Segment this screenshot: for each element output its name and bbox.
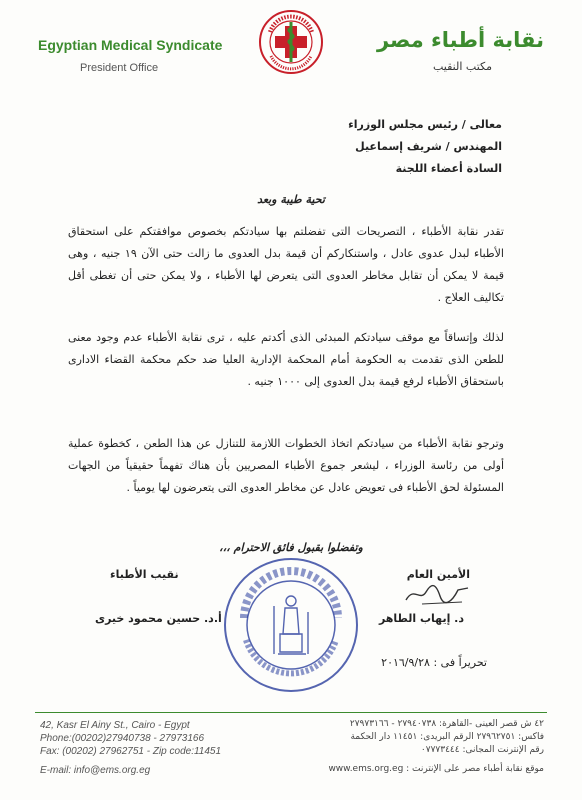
footer-divider	[35, 712, 547, 713]
secretary-general-title: الأمين العام	[406, 568, 470, 581]
arabic-org-name: نقابة أطباء مصر	[376, 28, 544, 52]
footer-phone: Phone:(00202)27940738 - 27973166	[40, 733, 205, 744]
footer-email: E-mail: info@ems.org.eg	[40, 765, 151, 776]
secretary-general-name: د. إيهاب الطاهر	[378, 612, 464, 625]
arabic-office-name: مكتب النقيب	[433, 60, 492, 73]
footer-address: 42, Kasr El Ainy St., Cairo - Egypt	[40, 720, 190, 731]
closing-line: وتفضلوا بقبول فائق الاحترام ،،،	[219, 541, 363, 554]
paragraph-2: لذلك وإتساقاً مع موقف سيادتكم المبدئى الذى أكدتم عليه ، ترى نقابة الأطباء عدم وجود معنى للطعن الذى تقدمت به الحكومة أمام المحكمة الإدارية العليا ضد حكم محكمة القضاء الادارى باستحقاق الأطباء لرفع قيمة بدل العدوى إلى ١٠٠٠ جنيه .	[68, 331, 504, 388]
english-office-name: President Office	[80, 62, 159, 74]
syndicate-head-title: نقيب الأطباء	[110, 568, 179, 581]
date-line: تحريراً فى : ٢٠١٦/٩/٢٨	[381, 656, 487, 669]
footer-fax: Fax: (00202) 27962751 - Zip code:11451	[40, 746, 222, 757]
paragraph-3: وترجو نقابة الأطباء من سيادتكم اتخاذ الخطوات اللازمة للتنازل عن هذا الطعن ، كخطوة عملية أولى من رئاسة الوزراء ، ليشعر جموع الأطباء المصريين بأن هناك تفهماً حقيقياً من الجهات المسئولة لحق الأطباء فى تعويض عادل عن مخاطر العدوى التى يتعرضون لها يومياً .	[68, 437, 504, 494]
syndicate-logo	[256, 8, 326, 80]
footer-ar-address: ٤٢ ش قصر العينى -القاهرة: ٢٧٩٤٠٧٣٨ - ٢٧٩٧٣١٦٦	[349, 719, 544, 729]
footer-ar-website: موقع نقابة أطباء مصر على الإنترنت : www.ems.org.eg	[328, 764, 544, 774]
paragraph-1: تقدر نقابة الأطباء ، التصريحات التى تفضلتم بها سيادتكم بخصوص موافقتكم على استحقاق الأطباء لبدل عدوى عادل ، واستنكاركم أن قيمة بدل العدوى ما زالت حتى الآن ١٩ جنيه ، وهى قيمة لا يمكن أن تقابل مخاطر العدوى التى يتعرض لها الأطباء ، ولا يمكن حتى أن تغطى أقل تكاليف العلاج .	[68, 225, 504, 304]
addressee-line-3: السادة أعضاء اللجنة	[395, 162, 502, 175]
secretary-general-signature	[402, 580, 472, 608]
syndicate-head-name: أ.د. حسين محمود خيرى	[95, 612, 222, 625]
footer-ar-fax: فاكس: ٢٧٩٦٢٧٥١ الرقم البريدى: ١١٤٥١ دار الحكمة	[350, 732, 544, 742]
english-org-name: Egyptian Medical Syndicate	[38, 37, 223, 53]
official-stamp	[222, 556, 360, 694]
greeting: تحية طيبة وبعد	[257, 193, 325, 206]
footer-ar-hotline: رقم الإنترنت المجانى: ٠٧٧٧٣٤٤٤	[420, 745, 544, 755]
addressee-line-2: المهندس / شريف إسماعيل	[355, 140, 502, 153]
addressee-line-1: معالى / رئيس مجلس الوزراء	[348, 118, 502, 131]
